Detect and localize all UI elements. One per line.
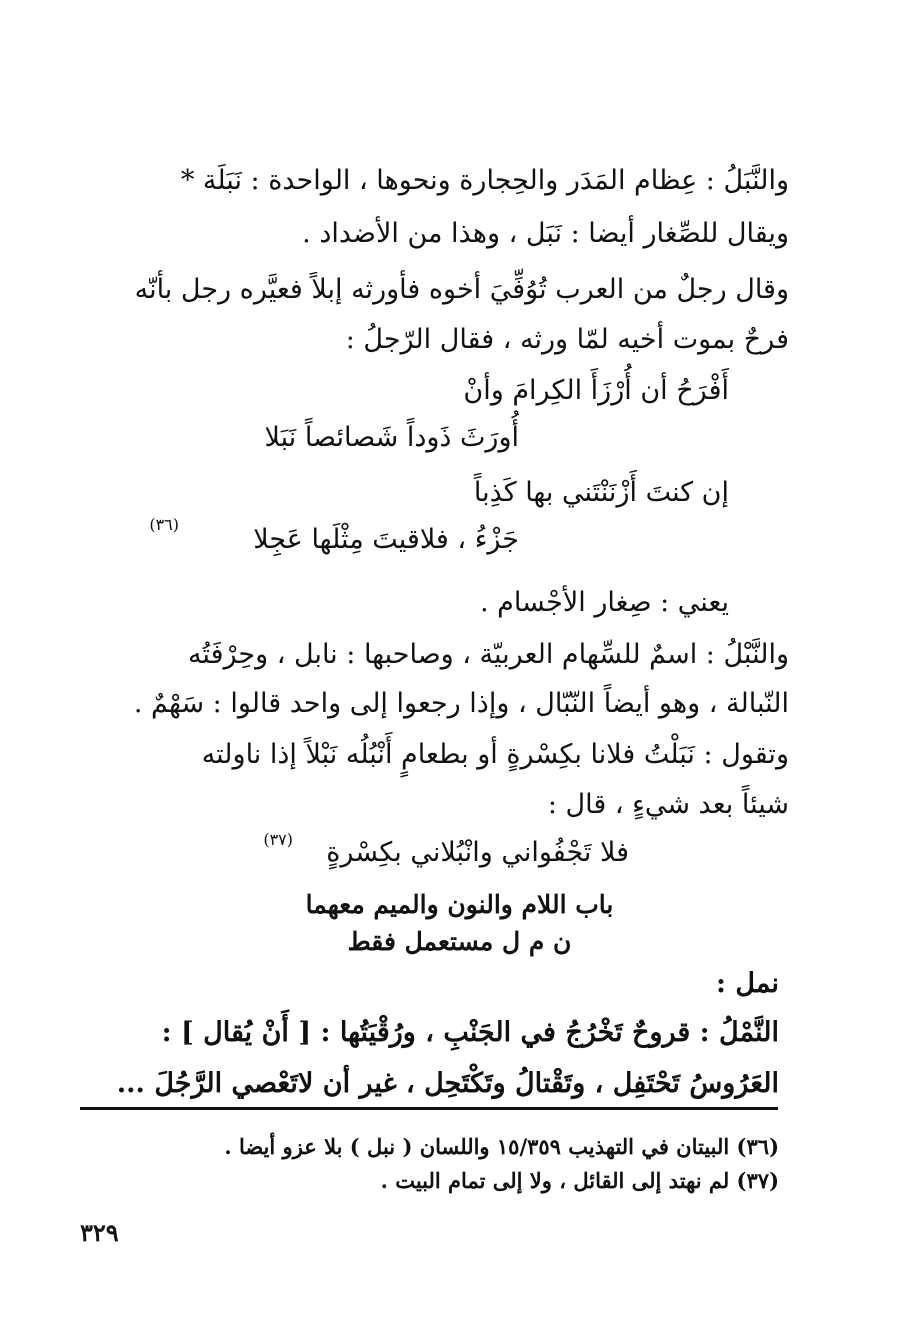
text-line-2: ويقال للصِّغار أيضا : نَبَل ، وهذا من الأضداد . — [302, 218, 789, 249]
text-line-5: يعني : صِغار الأجْسام . — [479, 587, 729, 618]
verse-line-4: جَزْءُ ، فلاقيتَ مِثْلَها عَجِلا — [253, 524, 519, 555]
text-line-11: العَرُوسُ تَحْتَفِل ، وتَقْتالُ وتَكْتَحِل ، غير أن لاتَعْصي الرَّجُلَ ... — [116, 1068, 779, 1099]
text-line-3: وقال رجلٌ من العرب تُوُفِّيَ أخوه فأورثه إبلاً فعيَّره رجل بأنّه — [134, 274, 789, 305]
text-line-6: والنَّبْلُ : اسمٌ للسِّهام العربيّة ، وصاحبها : نابل ، وحِرْفَتُه — [187, 639, 789, 670]
text-line-9: شيئاً بعد شيءٍ ، قال : — [547, 789, 789, 820]
footnote-36: (٣٦) البيتان في التهذيب ١٥/٣٥٩ واللسان ( نبل ) بلا عزو أيضا . — [224, 1134, 779, 1159]
footnote-marker-36: (٣٦) — [149, 515, 179, 534]
page-number: ٣٢٩ — [80, 1218, 119, 1247]
verse-line-5: فلا تَجْفُواني وانْبُلاني بكِسْرةٍ — [326, 837, 629, 868]
text-line-7: النّبالة ، وهو أيضاً النّبّال ، وإذا رجعوا إلى واحد قالوا : سَهْمٌ . — [133, 688, 789, 719]
section-subheading: ن م ل مستعمل فقط — [347, 927, 572, 956]
text-line-4: فرحٌ بموت أخيه لمّا ورثه ، فقال الرّجلُ : — [345, 324, 789, 355]
footnote-37: (٣٧) لم نهتد إلى القائل ، ولا إلى تمام البيت . — [380, 1168, 779, 1193]
footnote-marker-37: (٣٧) — [263, 830, 293, 849]
verse-line-1: أَفْرَحُ أن أُرْزَأَ الكِرامَ وأنْ — [463, 375, 729, 406]
verse-line-2: أُورَثَ ذَوداً شَصائصاً نَبَلا — [264, 422, 519, 453]
text-line-1: والنَّبَلُ : عِظام المَدَر والحِجارة ونحوها ، الواحدة : نَبَلَة * — [180, 165, 789, 196]
entry-heading: نمل : — [716, 968, 779, 999]
verse-line-3: إن كنتَ أَزْنَنْتَني بها كَذِباً — [473, 477, 729, 508]
text-line-10: النَّمْلُ : قروحٌ تَخْرُجُ في الجَنْبِ ، ورُقْيَتُها : [ أَنْ يُقال ] : — [161, 1017, 779, 1048]
section-heading: باب اللام والنون والميم معهما — [305, 890, 614, 919]
footnote-divider — [80, 1107, 778, 1110]
text-line-8: وتقول : نَبَلْتُ فلانا بكِسْرةٍ أو بطعامٍ أَنْبُلُه نَبْلاً إذا ناولته — [201, 739, 789, 770]
